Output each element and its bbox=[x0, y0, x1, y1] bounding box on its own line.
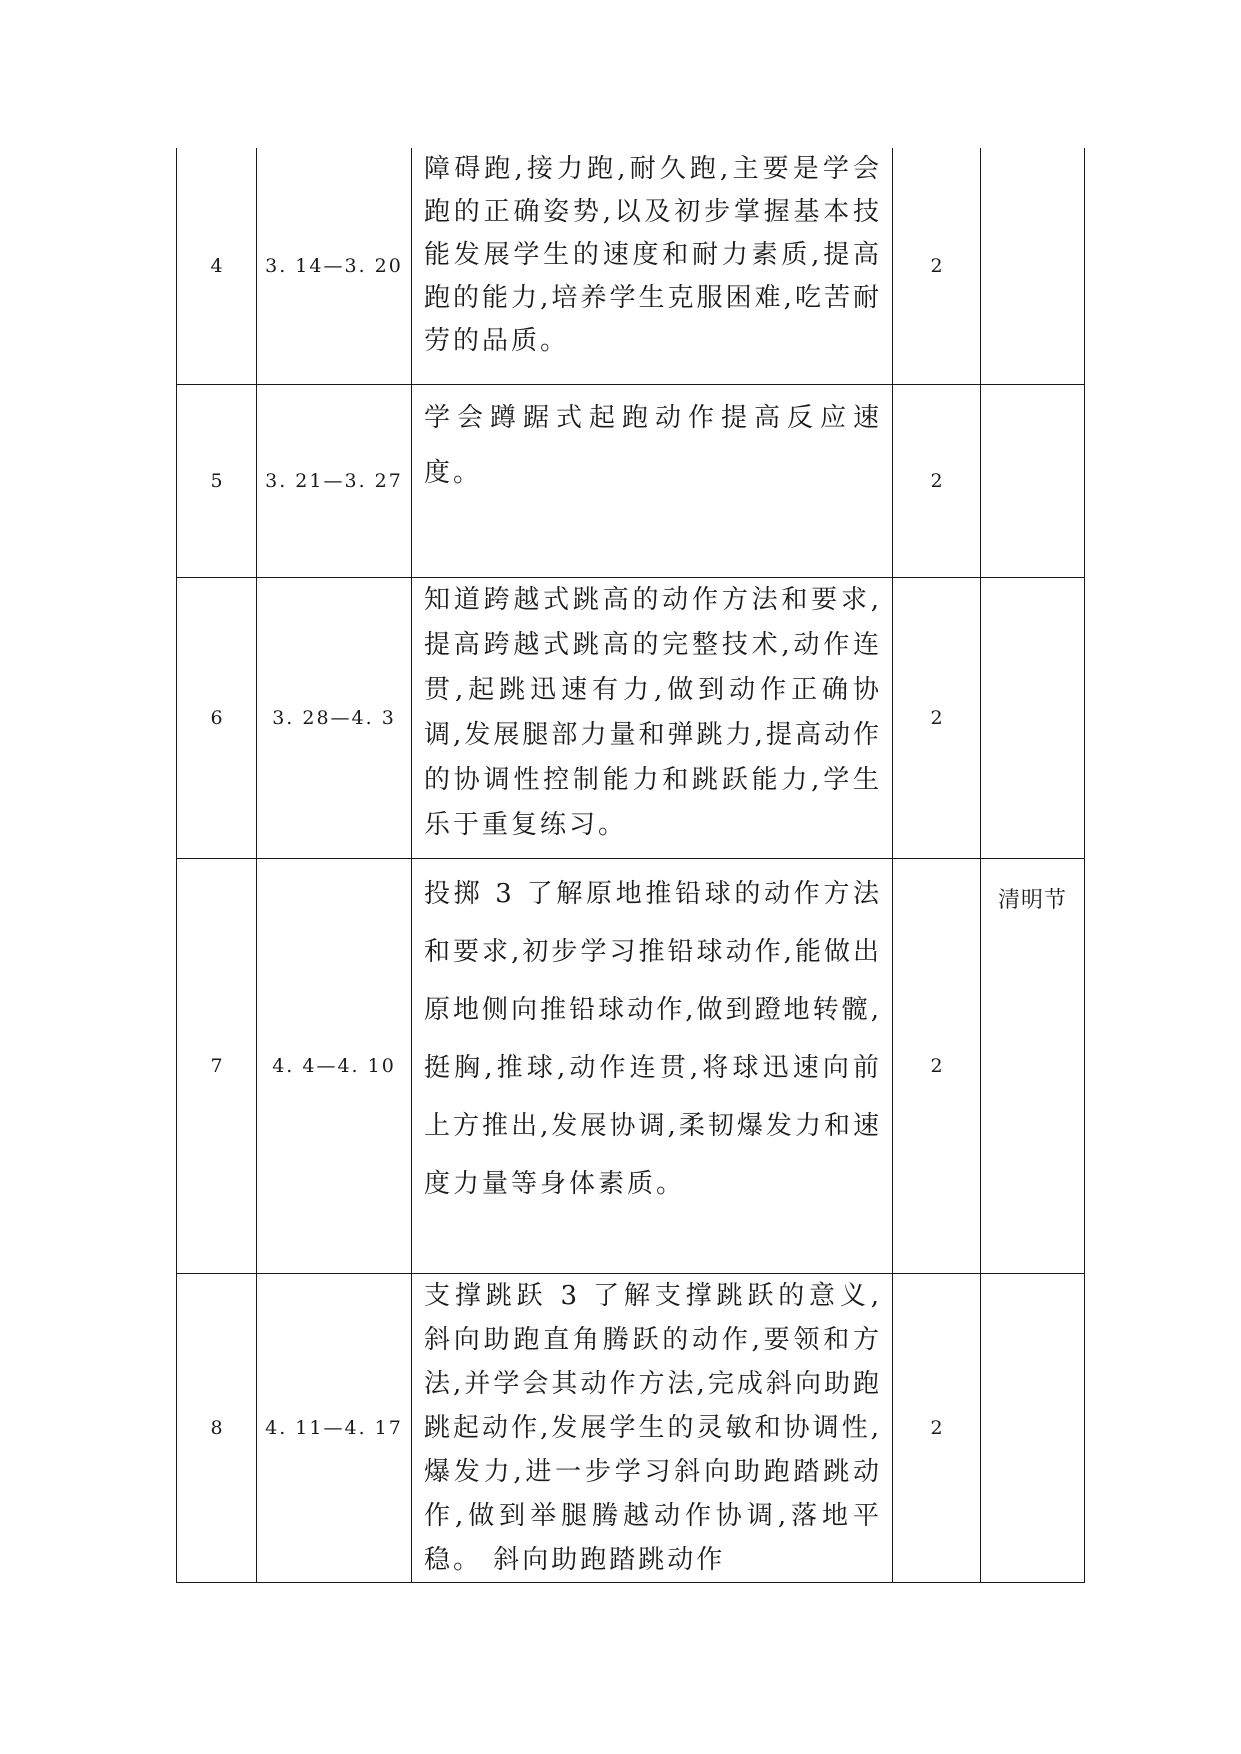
lesson-content-cell bbox=[412, 859, 893, 1274]
week-number-cell: 7 bbox=[177, 859, 257, 1274]
class-hours-cell: 2 bbox=[893, 148, 981, 385]
date-range-cell: 4. 4—4. 10 bbox=[257, 859, 412, 1274]
lesson-content-text: 支撑跳跃 3 了解支撑跳跃的意义,斜向助跑直角腾跃的动作,要领和方法,并学会其动作方法,完成斜向助跑跳起动作,发展学生的灵敏和协调性,爆发力,进一步学习斜向助跑踏跳动作,做到举腿腾越动作协调,落地平稳。 斜向助跑踏跳动作 bbox=[424, 1281, 882, 1575]
week-number-cell: 8 bbox=[177, 1274, 257, 1583]
lesson-content-text: 障碍跑,接力跑,耐久跑,主要是学会跑的正确姿势,以及初步掌握基本技能发展学生的速度和耐力素质,提高跑的能力,培养学生克服困难,吃苦耐劳的品质。 bbox=[424, 154, 882, 356]
lesson-content-text: 投掷 3 了解原地推铅球的动作方法和要求,初步学习推铅球动作,能做出原地侧向推铅球动作,做到蹬地转髋,挺胸,推球,动作连贯,将球迅速向前上方推出,发展协调,柔韧爆发力和速度力量等身体素质。 bbox=[424, 879, 882, 1199]
lesson-content-cell bbox=[412, 385, 893, 578]
remarks-cell bbox=[981, 148, 1085, 385]
week-number-cell: 5 bbox=[177, 385, 257, 578]
teaching-schedule-table bbox=[176, 148, 1085, 1583]
lesson-content-cell bbox=[412, 1274, 893, 1583]
lesson-content-cell bbox=[412, 578, 893, 859]
date-range-cell: 3. 28—4. 3 bbox=[257, 578, 412, 859]
remarks-cell bbox=[981, 1274, 1085, 1583]
lesson-content-text: 学会蹲踞式起跑动作提高反应速度。 bbox=[424, 403, 882, 488]
week-number-cell: 6 bbox=[177, 578, 257, 859]
remarks-cell: 清明节 bbox=[981, 859, 1085, 1274]
table-row bbox=[177, 1274, 1085, 1583]
lesson-content-cell bbox=[412, 148, 893, 385]
table-row bbox=[177, 148, 1085, 385]
class-hours-cell: 2 bbox=[893, 859, 981, 1274]
table-row bbox=[177, 859, 1085, 1274]
class-hours-cell: 2 bbox=[893, 385, 981, 578]
remarks-cell bbox=[981, 578, 1085, 859]
lesson-content-text: 知道跨越式跳高的动作方法和要求,提高跨越式跳高的完整技术,动作连贯,起跳迅速有力,做到动作正确协调,发展腿部力量和弹跳力,提高动作的协调性控制能力和跳跃能力,学生乐于重复练习。 bbox=[424, 585, 882, 840]
class-hours-cell: 2 bbox=[893, 1274, 981, 1583]
class-hours-cell: 2 bbox=[893, 578, 981, 859]
table-row bbox=[177, 578, 1085, 859]
date-range-cell: 3. 21—3. 27 bbox=[257, 385, 412, 578]
date-range-cell: 3. 14—3. 20 bbox=[257, 148, 412, 385]
table-row bbox=[177, 385, 1085, 578]
date-range-cell: 4. 11—4. 17 bbox=[257, 1274, 412, 1583]
week-number-cell: 4 bbox=[177, 148, 257, 385]
remarks-cell bbox=[981, 385, 1085, 578]
